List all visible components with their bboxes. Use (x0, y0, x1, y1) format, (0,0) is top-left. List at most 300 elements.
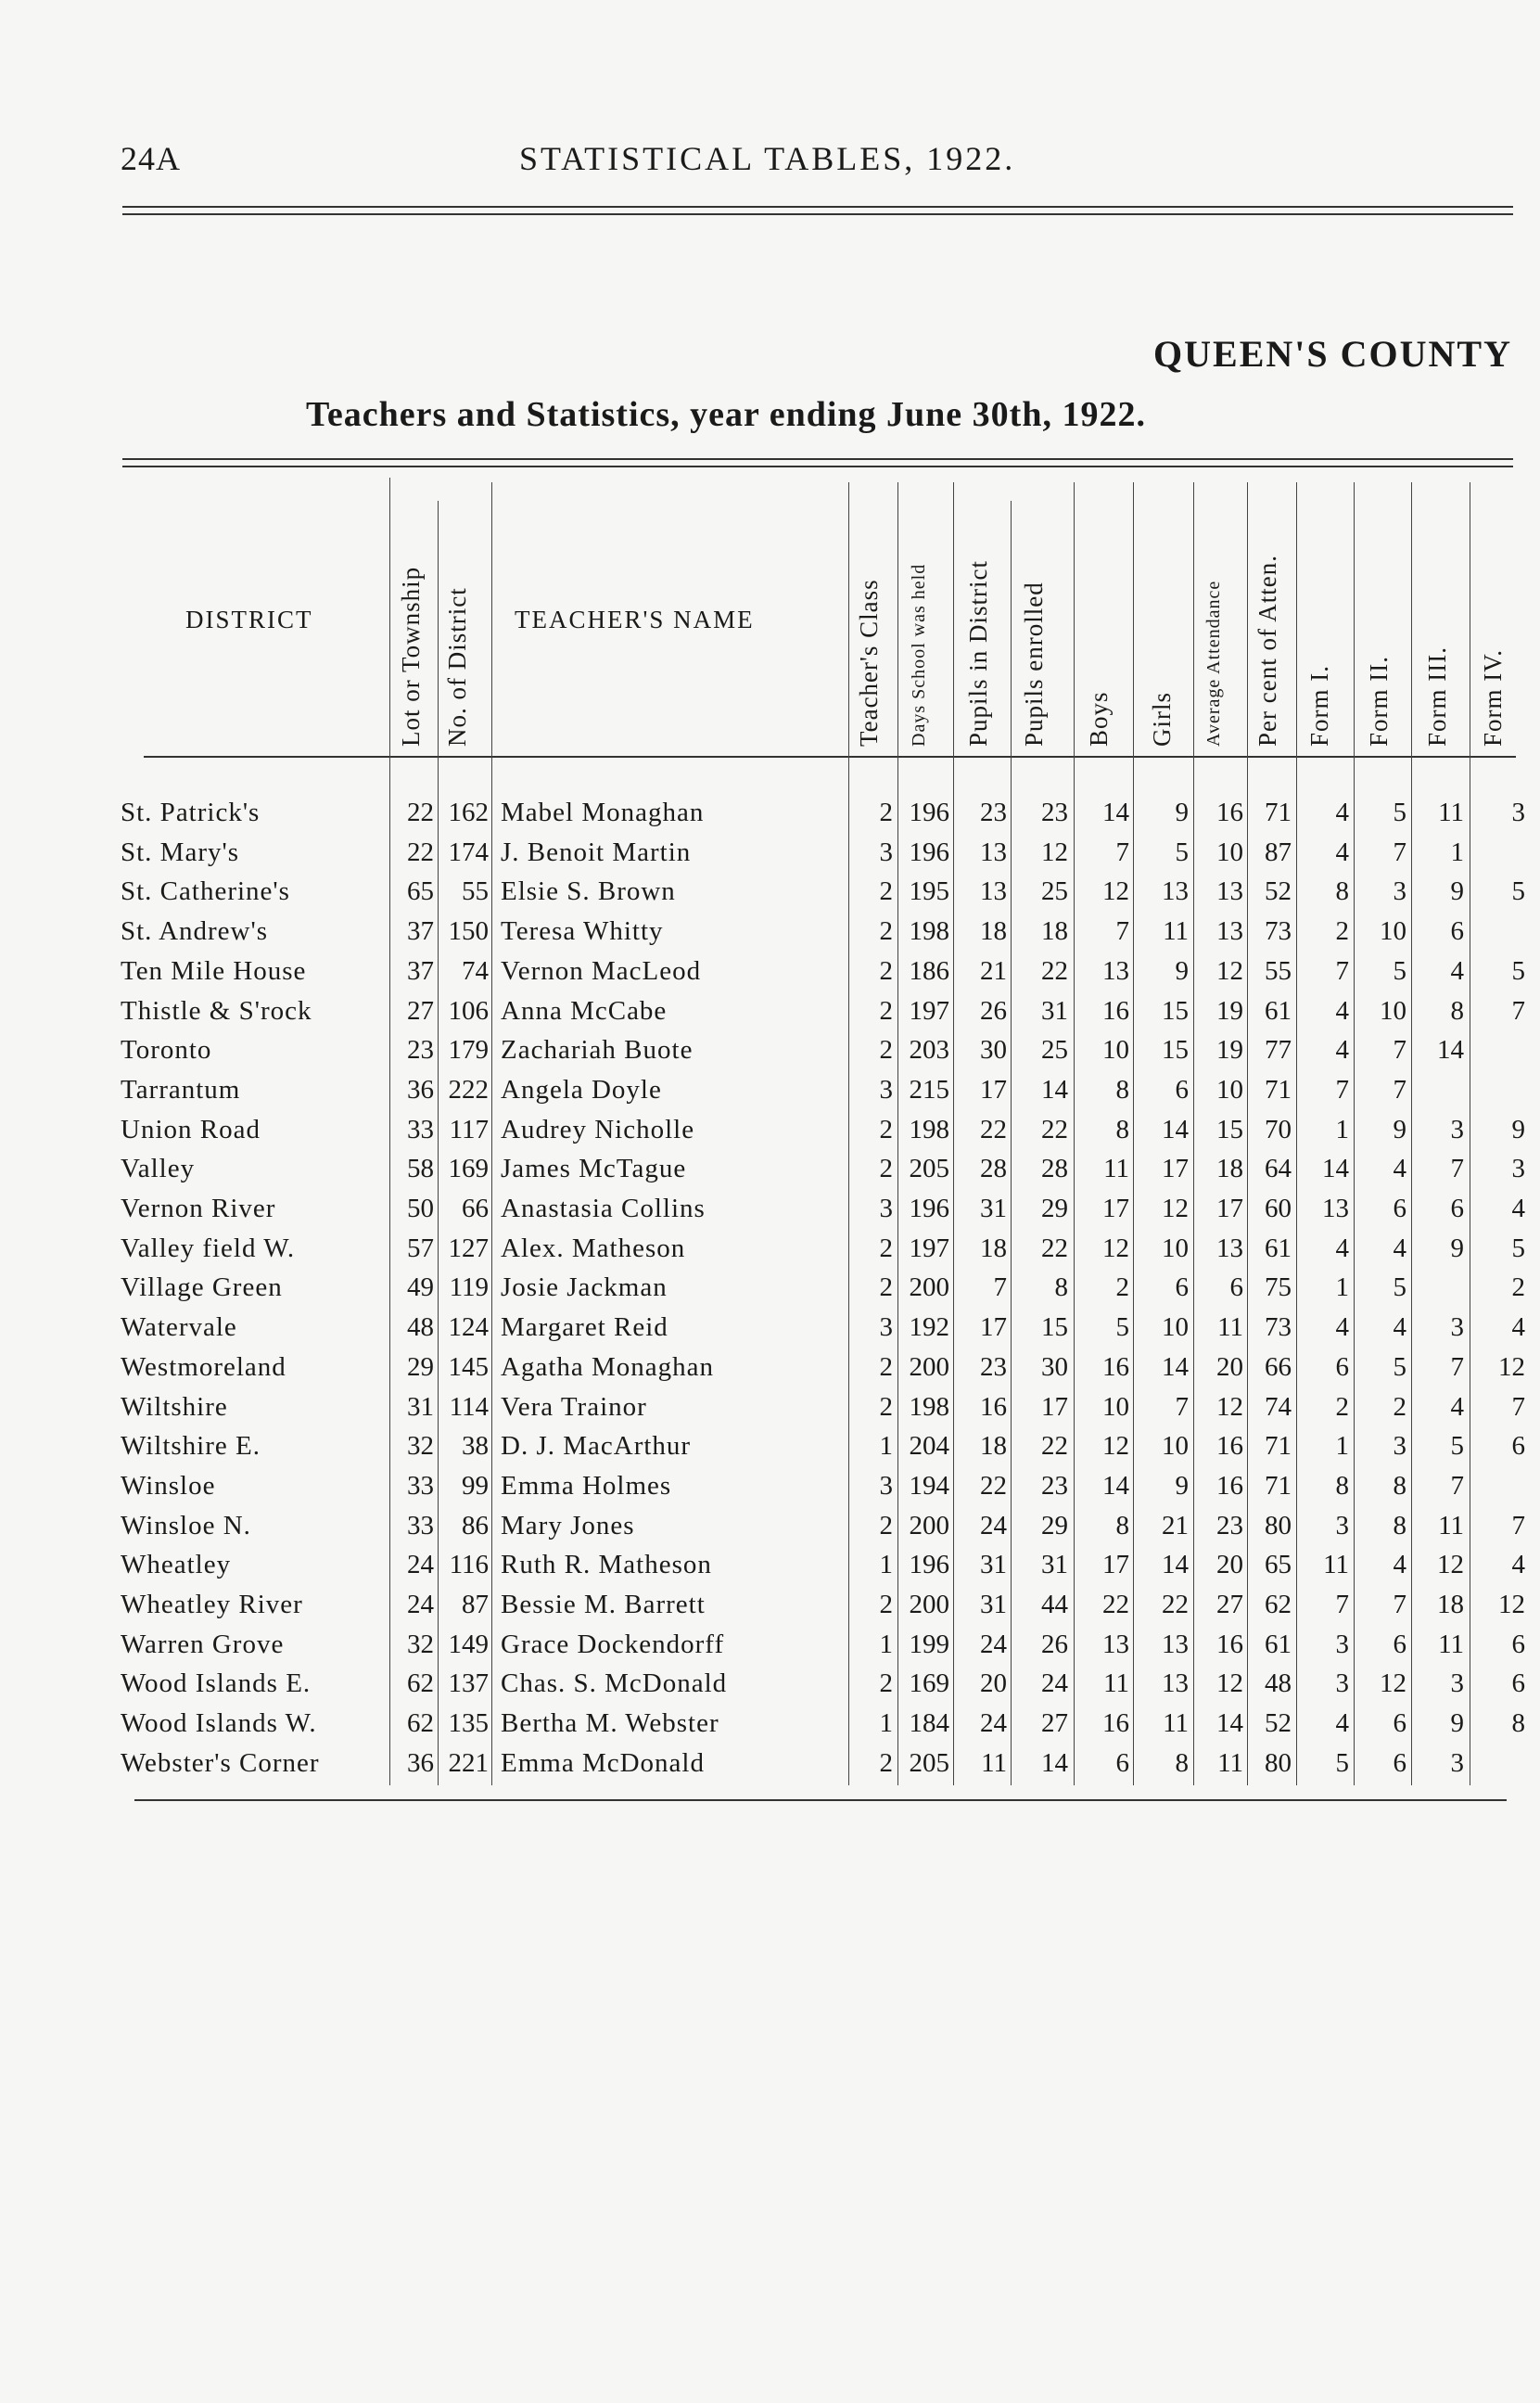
cell-teacher: Angela Doyle (501, 1074, 662, 1105)
cell-days: 200 (909, 1510, 949, 1540)
table-row (0, 1115, 1540, 1155)
cell-form-3: 11 (1438, 798, 1464, 827)
cell-pct: 52 (1265, 876, 1292, 907)
cell-avg: 20 (1216, 1550, 1243, 1580)
cell-form-1: 4 (1335, 1312, 1349, 1343)
cell-boys: 13 (1102, 955, 1129, 986)
running-head (121, 139, 1511, 185)
cell-days: 198 (909, 916, 949, 947)
cell-avg: 13 (1216, 1233, 1243, 1263)
cell-avg: 17 (1216, 1194, 1243, 1223)
cell-form-3: 5 (1450, 1431, 1464, 1462)
cell-form-3: 7 (1450, 1351, 1464, 1382)
cell-district: St. Andrew's (121, 916, 269, 947)
cell-no: 87 (462, 1590, 489, 1619)
cell-class: 2 (879, 995, 893, 1026)
cell-pupils: 20 (980, 1668, 1007, 1699)
cell-form-2: 6 (1393, 1747, 1406, 1778)
cell-pupils: 23 (980, 1351, 1007, 1382)
cell-girls: 13 (1162, 1629, 1189, 1659)
cell-avg: 16 (1216, 1470, 1243, 1501)
cell-form-2: 8 (1393, 1470, 1406, 1501)
cell-enrolled: 23 (1041, 798, 1068, 827)
cell-avg: 16 (1216, 1629, 1243, 1659)
cell-form-3: 3 (1450, 1668, 1464, 1699)
cell-pupils: 16 (980, 1391, 1007, 1422)
cell-enrolled: 31 (1041, 1550, 1068, 1580)
cell-teacher: Anastasia Collins (501, 1194, 706, 1223)
cell-form-4: 6 (1511, 1668, 1525, 1699)
cell-days: 198 (909, 1391, 949, 1422)
cell-form-1: 8 (1335, 876, 1349, 907)
cell-no: 127 (448, 1233, 489, 1263)
cell-pupils: 24 (980, 1708, 1007, 1739)
cell-teacher: Agatha Monaghan (501, 1351, 715, 1382)
cell-form-3: 14 (1437, 1035, 1464, 1066)
table-row (0, 996, 1540, 1036)
cell-form-4: 5 (1511, 1233, 1525, 1263)
cell-girls: 14 (1162, 1114, 1189, 1144)
cell-avg: 12 (1216, 1391, 1243, 1422)
cell-girls: 11 (1163, 1708, 1189, 1739)
cell-no: 174 (448, 837, 489, 867)
cell-form-2: 9 (1393, 1114, 1406, 1144)
cell-form-2: 6 (1393, 1629, 1406, 1659)
cell-form-3: 3 (1450, 1114, 1464, 1144)
cell-class: 1 (879, 1431, 893, 1462)
cell-form-4: 3 (1511, 798, 1525, 827)
cell-pupils: 22 (980, 1470, 1007, 1501)
cell-days: 200 (909, 1351, 949, 1382)
cell-girls: 13 (1162, 876, 1189, 907)
cell-form-3: 4 (1450, 1391, 1464, 1422)
cell-district: Warren Grove (121, 1629, 285, 1659)
header-class: Teacher's Class (855, 579, 883, 747)
cell-form-2: 7 (1393, 1074, 1406, 1105)
cell-no: 135 (448, 1708, 489, 1739)
cell-girls: 8 (1175, 1747, 1189, 1778)
table-header (0, 468, 1540, 747)
cell-class: 2 (879, 1668, 893, 1699)
cell-form-4: 6 (1511, 1629, 1525, 1659)
cell-form-2: 10 (1380, 995, 1406, 1026)
cell-teacher: Grace Dockendorff (501, 1629, 725, 1659)
cell-form-2: 6 (1393, 1194, 1406, 1223)
table-row (0, 1194, 1540, 1233)
cell-pct: 77 (1265, 1035, 1292, 1066)
cell-boys: 12 (1102, 876, 1129, 907)
cell-form-3: 12 (1437, 1550, 1464, 1580)
cell-avg: 6 (1229, 1272, 1243, 1303)
cell-no: 74 (462, 955, 489, 986)
cell-teacher: Alex. Matheson (501, 1233, 686, 1263)
cell-form-3: 9 (1450, 1708, 1464, 1739)
cell-enrolled: 12 (1041, 837, 1068, 867)
cell-boys: 17 (1102, 1550, 1129, 1580)
cell-lot: 62 (407, 1668, 434, 1699)
cell-days: 194 (909, 1470, 949, 1501)
table-row (0, 1352, 1540, 1392)
cell-district: Vernon River (121, 1194, 276, 1223)
cell-boys: 10 (1102, 1035, 1129, 1066)
cell-days: 197 (909, 995, 949, 1026)
cell-avg: 13 (1216, 876, 1243, 907)
cell-form-4: 9 (1511, 1114, 1525, 1144)
cell-form-3: 11 (1438, 1629, 1464, 1659)
table-row (0, 1154, 1540, 1194)
cell-form-2: 7 (1393, 1035, 1406, 1066)
head-rule-1 (122, 206, 1513, 208)
cell-no: 66 (462, 1194, 489, 1223)
cell-class: 2 (879, 798, 893, 827)
cell-pct: 60 (1265, 1194, 1292, 1223)
cell-pct: 80 (1265, 1510, 1292, 1540)
cell-boys: 10 (1102, 1391, 1129, 1422)
cell-form-2: 5 (1393, 1351, 1406, 1382)
cell-form-1: 6 (1335, 1351, 1349, 1382)
cell-form-3: 3 (1450, 1747, 1464, 1778)
cell-form-4: 4 (1511, 1194, 1525, 1223)
header-lot: Lot or Township (397, 566, 425, 747)
cell-days: 199 (909, 1629, 949, 1659)
cell-avg: 10 (1216, 837, 1243, 867)
cell-pct: 61 (1265, 1629, 1292, 1659)
header-enrolled: Pupils enrolled (1020, 582, 1048, 747)
cell-lot: 57 (407, 1233, 434, 1263)
cell-teacher: Mary Jones (501, 1510, 635, 1540)
cell-pupils: 28 (980, 1154, 1007, 1184)
cell-lot: 36 (407, 1074, 434, 1105)
cell-enrolled: 25 (1041, 1035, 1068, 1066)
cell-class: 2 (879, 1114, 893, 1144)
cell-pct: 75 (1265, 1272, 1292, 1303)
cell-no: 124 (448, 1312, 489, 1343)
cell-district: Ten Mile House (121, 955, 307, 986)
header-percent: Per cent of Atten. (1254, 555, 1281, 747)
table-row (0, 1668, 1540, 1708)
cell-days: 197 (909, 1233, 949, 1263)
cell-girls: 9 (1175, 1470, 1189, 1501)
cell-form-1: 4 (1335, 837, 1349, 867)
cell-district: Wood Islands W. (121, 1708, 317, 1739)
cell-pct: 52 (1265, 1708, 1292, 1739)
cell-enrolled: 30 (1041, 1351, 1068, 1382)
cell-form-4: 7 (1511, 1391, 1525, 1422)
cell-teacher: Audrey Nicholle (501, 1114, 695, 1144)
cell-girls: 10 (1162, 1431, 1189, 1462)
cell-pupils: 7 (993, 1272, 1007, 1303)
table-row (0, 1035, 1540, 1075)
cell-lot: 29 (407, 1351, 434, 1382)
cell-days: 196 (909, 837, 949, 867)
cell-class: 3 (879, 1074, 893, 1105)
cell-pct: 71 (1265, 1470, 1292, 1501)
cell-lot: 33 (407, 1114, 434, 1144)
cell-form-2: 7 (1393, 837, 1406, 867)
cell-days: 169 (909, 1668, 949, 1699)
cell-teacher: Josie Jackman (501, 1272, 668, 1303)
cell-enrolled: 15 (1041, 1312, 1068, 1343)
cell-pupils: 18 (980, 1431, 1007, 1462)
cell-form-3: 9 (1450, 876, 1464, 907)
cell-days: 196 (909, 1550, 949, 1580)
table-row (0, 1233, 1540, 1273)
table-row (0, 1708, 1540, 1748)
cell-days: 200 (909, 1590, 949, 1619)
cell-avg: 20 (1216, 1351, 1243, 1382)
cell-pct: 71 (1265, 1431, 1292, 1462)
cell-teacher: Zachariah Buote (501, 1035, 694, 1066)
cell-boys: 17 (1102, 1194, 1129, 1223)
cell-lot: 31 (407, 1391, 434, 1422)
cell-class: 3 (879, 1470, 893, 1501)
cell-form-2: 3 (1393, 1431, 1406, 1462)
table-row (0, 956, 1540, 996)
cell-boys: 2 (1115, 1272, 1129, 1303)
cell-form-1: 1 (1335, 1114, 1349, 1144)
cell-district: Union Road (121, 1114, 261, 1144)
cell-avg: 19 (1216, 1035, 1243, 1066)
cell-form-1: 4 (1335, 798, 1349, 827)
cell-boys: 6 (1115, 1747, 1129, 1778)
cell-lot: 33 (407, 1510, 434, 1540)
cell-class: 2 (879, 955, 893, 986)
cell-boys: 16 (1102, 995, 1129, 1026)
cell-boys: 5 (1115, 1312, 1129, 1343)
cell-pct: 73 (1265, 1312, 1292, 1343)
cell-class: 3 (879, 1312, 893, 1343)
cell-form-2: 4 (1393, 1312, 1406, 1343)
cell-pct: 61 (1265, 1233, 1292, 1263)
cell-days: 205 (909, 1747, 949, 1778)
header-form-4: Form IV. (1479, 648, 1507, 747)
cell-days: 195 (909, 876, 949, 907)
header-average-attendance: Average Attendance (1203, 580, 1224, 747)
cell-boys: 11 (1103, 1154, 1129, 1184)
table-row (0, 1312, 1540, 1352)
cell-form-2: 5 (1393, 1272, 1406, 1303)
cell-lot: 36 (407, 1747, 434, 1778)
cell-avg: 19 (1216, 995, 1243, 1026)
cell-pct: 74 (1265, 1391, 1292, 1422)
cell-form-3: 7 (1450, 1470, 1464, 1501)
table-row (0, 1471, 1540, 1511)
cell-boys: 14 (1102, 1470, 1129, 1501)
cell-form-2: 6 (1393, 1708, 1406, 1739)
page-number: 24A (121, 140, 181, 177)
cell-avg: 10 (1216, 1074, 1243, 1105)
header-form-1: Form I. (1305, 665, 1333, 747)
cell-form-1: 3 (1335, 1668, 1349, 1699)
cell-form-3: 4 (1450, 955, 1464, 986)
cell-class: 2 (879, 1747, 893, 1778)
cell-lot: 22 (407, 837, 434, 867)
cell-girls: 12 (1162, 1194, 1189, 1223)
cell-days: 192 (909, 1312, 949, 1343)
cell-district: Webster's Corner (121, 1747, 320, 1778)
cell-teacher: Bertha M. Webster (501, 1708, 719, 1739)
cell-pupils: 23 (980, 798, 1007, 827)
table-row (0, 1431, 1540, 1471)
cell-district: Wiltshire (121, 1391, 228, 1422)
cell-pupils: 13 (980, 837, 1007, 867)
cell-enrolled: 24 (1041, 1668, 1068, 1699)
cell-pupils: 17 (980, 1074, 1007, 1105)
cell-form-2: 3 (1393, 876, 1406, 907)
cell-form-4: 4 (1511, 1312, 1525, 1343)
cell-district: Westmoreland (121, 1351, 286, 1382)
cell-no: 145 (448, 1351, 489, 1382)
cell-avg: 16 (1216, 798, 1243, 827)
cell-enrolled: 23 (1041, 1470, 1068, 1501)
cell-form-1: 4 (1335, 1035, 1349, 1066)
cell-enrolled: 14 (1041, 1747, 1068, 1778)
cell-lot: 50 (407, 1194, 434, 1223)
cell-form-2: 12 (1380, 1668, 1406, 1699)
table-row (0, 1630, 1540, 1669)
county-title: QUEEN'S COUNTY (1153, 333, 1512, 375)
cell-no: 117 (449, 1114, 489, 1144)
cell-district: St. Catherine's (121, 876, 290, 907)
cell-form-1: 5 (1335, 1747, 1349, 1778)
cell-no: 137 (448, 1668, 489, 1699)
cell-form-4: 4 (1511, 1550, 1525, 1580)
cell-avg: 27 (1216, 1590, 1243, 1619)
cell-pupils: 24 (980, 1629, 1007, 1659)
cell-teacher: Anna McCabe (501, 995, 668, 1026)
header-bottom-rule (144, 756, 1516, 758)
cell-teacher: J. Benoit Martin (501, 837, 692, 867)
cell-girls: 22 (1162, 1590, 1189, 1619)
cell-form-2: 4 (1393, 1154, 1406, 1184)
cell-no: 150 (448, 916, 489, 947)
cell-teacher: Mabel Monaghan (501, 798, 705, 827)
cell-form-1: 7 (1335, 1590, 1349, 1619)
cell-teacher: Vernon MacLeod (501, 955, 702, 986)
cell-form-2: 4 (1393, 1233, 1406, 1263)
cell-pupils: 11 (981, 1747, 1007, 1778)
cell-no: 106 (448, 995, 489, 1026)
cell-girls: 5 (1175, 837, 1189, 867)
cell-girls: 15 (1162, 1035, 1189, 1066)
cell-class: 2 (879, 1272, 893, 1303)
cell-district: Winsloe (121, 1470, 216, 1501)
cell-form-3: 9 (1450, 1233, 1464, 1263)
cell-pct: 87 (1265, 837, 1292, 867)
cell-class: 2 (879, 1154, 893, 1184)
cell-form-1: 3 (1335, 1629, 1349, 1659)
cell-avg: 13 (1216, 916, 1243, 947)
header-days: Days School was held (909, 563, 929, 747)
table-subtitle: Teachers and Statistics, year ending June 30th, 1922. (306, 395, 1146, 434)
cell-days: 198 (909, 1114, 949, 1144)
cell-boys: 12 (1102, 1431, 1129, 1462)
cell-avg: 14 (1216, 1708, 1243, 1739)
cell-no: 38 (462, 1431, 489, 1462)
cell-form-4: 2 (1511, 1272, 1525, 1303)
cell-lot: 24 (407, 1550, 434, 1580)
cell-enrolled: 22 (1041, 1114, 1068, 1144)
head-rule-2 (122, 213, 1513, 215)
cell-pupils: 17 (980, 1312, 1007, 1343)
cell-enrolled: 22 (1041, 955, 1068, 986)
cell-class: 1 (879, 1550, 893, 1580)
cell-form-1: 1 (1335, 1431, 1349, 1462)
cell-no: 221 (448, 1747, 489, 1778)
cell-lot: 65 (407, 876, 434, 907)
cell-class: 1 (879, 1629, 893, 1659)
cell-enrolled: 44 (1041, 1590, 1068, 1619)
cell-girls: 13 (1162, 1668, 1189, 1699)
cell-class: 2 (879, 1510, 893, 1540)
cell-avg: 12 (1216, 955, 1243, 986)
cell-district: St. Mary's (121, 837, 240, 867)
cell-form-3: 11 (1438, 1510, 1464, 1540)
cell-enrolled: 29 (1041, 1510, 1068, 1540)
cell-girls: 10 (1162, 1233, 1189, 1263)
cell-days: 200 (909, 1272, 949, 1303)
cell-girls: 9 (1175, 955, 1189, 986)
cell-teacher: Chas. S. McDonald (501, 1668, 728, 1699)
cell-form-4: 5 (1511, 876, 1525, 907)
cell-district: Wheatley River (121, 1590, 303, 1619)
cell-enrolled: 31 (1041, 995, 1068, 1026)
cell-enrolled: 29 (1041, 1194, 1068, 1223)
cell-form-2: 7 (1393, 1590, 1406, 1619)
running-title: STATISTICAL TABLES, 1922. (519, 140, 1016, 177)
cell-boys: 16 (1102, 1351, 1129, 1382)
cell-teacher: Vera Trainor (501, 1391, 647, 1422)
cell-pct: 65 (1265, 1550, 1292, 1580)
cell-girls: 15 (1162, 995, 1189, 1026)
cell-no: 149 (448, 1629, 489, 1659)
cell-teacher: Margaret Reid (501, 1312, 668, 1343)
table-bottom-rule (134, 1799, 1507, 1801)
cell-lot: 37 (407, 955, 434, 986)
cell-form-2: 5 (1393, 798, 1406, 827)
cell-lot: 32 (407, 1629, 434, 1659)
cell-boys: 7 (1115, 837, 1129, 867)
cell-district: Wood Islands E. (121, 1668, 312, 1699)
header-girls: Girls (1148, 692, 1176, 747)
cell-avg: 23 (1216, 1510, 1243, 1540)
cell-form-2: 4 (1393, 1550, 1406, 1580)
cell-lot: 62 (407, 1708, 434, 1739)
cell-no: 86 (462, 1510, 489, 1540)
cell-lot: 22 (407, 798, 434, 827)
cell-class: 3 (879, 837, 893, 867)
cell-pupils: 31 (980, 1550, 1007, 1580)
table-row (0, 1075, 1540, 1115)
cell-boys: 8 (1115, 1114, 1129, 1144)
cell-enrolled: 18 (1041, 916, 1068, 947)
cell-lot: 48 (407, 1312, 434, 1343)
cell-lot: 49 (407, 1272, 434, 1303)
cell-girls: 9 (1175, 798, 1189, 827)
table-row (0, 1550, 1540, 1590)
cell-form-3: 1 (1450, 837, 1464, 867)
cell-form-1: 7 (1335, 955, 1349, 986)
cell-district: Watervale (121, 1312, 237, 1343)
cell-enrolled: 14 (1041, 1074, 1068, 1105)
cell-form-2: 10 (1380, 916, 1406, 947)
cell-enrolled: 22 (1041, 1233, 1068, 1263)
cell-district: Wiltshire E. (121, 1431, 261, 1462)
cell-pupils: 22 (980, 1114, 1007, 1144)
cell-pupils: 26 (980, 995, 1007, 1026)
header-boys: Boys (1085, 691, 1113, 747)
cell-girls: 11 (1163, 916, 1189, 947)
